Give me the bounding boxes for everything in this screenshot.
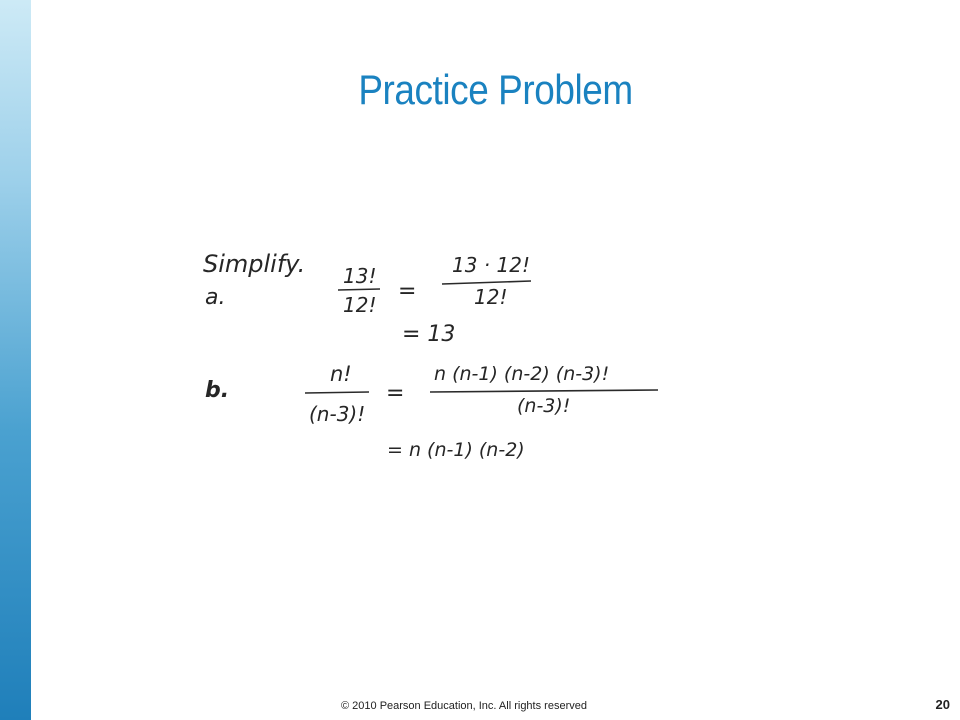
part-b-lhs-fraction-bar bbox=[305, 392, 369, 393]
part-b-rhs-numerator: n (n-1) (n-2) (n-3)! bbox=[434, 363, 610, 385]
part-b-rhs-denominator: (n-3)! bbox=[517, 395, 571, 417]
part-a-lhs-denominator: 12! bbox=[343, 293, 377, 317]
part-b-lhs-numerator: n! bbox=[330, 362, 352, 386]
part-a-lhs-numerator: 13! bbox=[343, 264, 377, 288]
part-b-rhs-fraction-bar bbox=[430, 390, 658, 392]
part-a-result: = 13 bbox=[402, 322, 456, 347]
slide-title: Practice Problem bbox=[358, 66, 633, 113]
part-b-equals: = bbox=[386, 381, 405, 406]
part-b-label: b. bbox=[205, 378, 230, 403]
part-a-rhs-fraction-bar bbox=[442, 281, 531, 284]
part-a-equals: = bbox=[398, 279, 417, 304]
part-a-rhs-denominator: 12! bbox=[474, 285, 508, 309]
simplify-heading: Simplify. bbox=[203, 250, 306, 278]
page-number: 20 bbox=[935, 697, 950, 712]
part-b-result: = n (n-1) (n-2) bbox=[387, 439, 525, 461]
part-a-lhs-fraction-bar bbox=[338, 289, 380, 290]
part-a-rhs-numerator: 13 · 12! bbox=[452, 253, 530, 277]
part-b-lhs-denominator: (n-3)! bbox=[309, 402, 366, 426]
part-a-label: a. bbox=[205, 285, 226, 310]
copyright-footer: © 2010 Pearson Education, Inc. All rights reserved bbox=[341, 700, 587, 712]
